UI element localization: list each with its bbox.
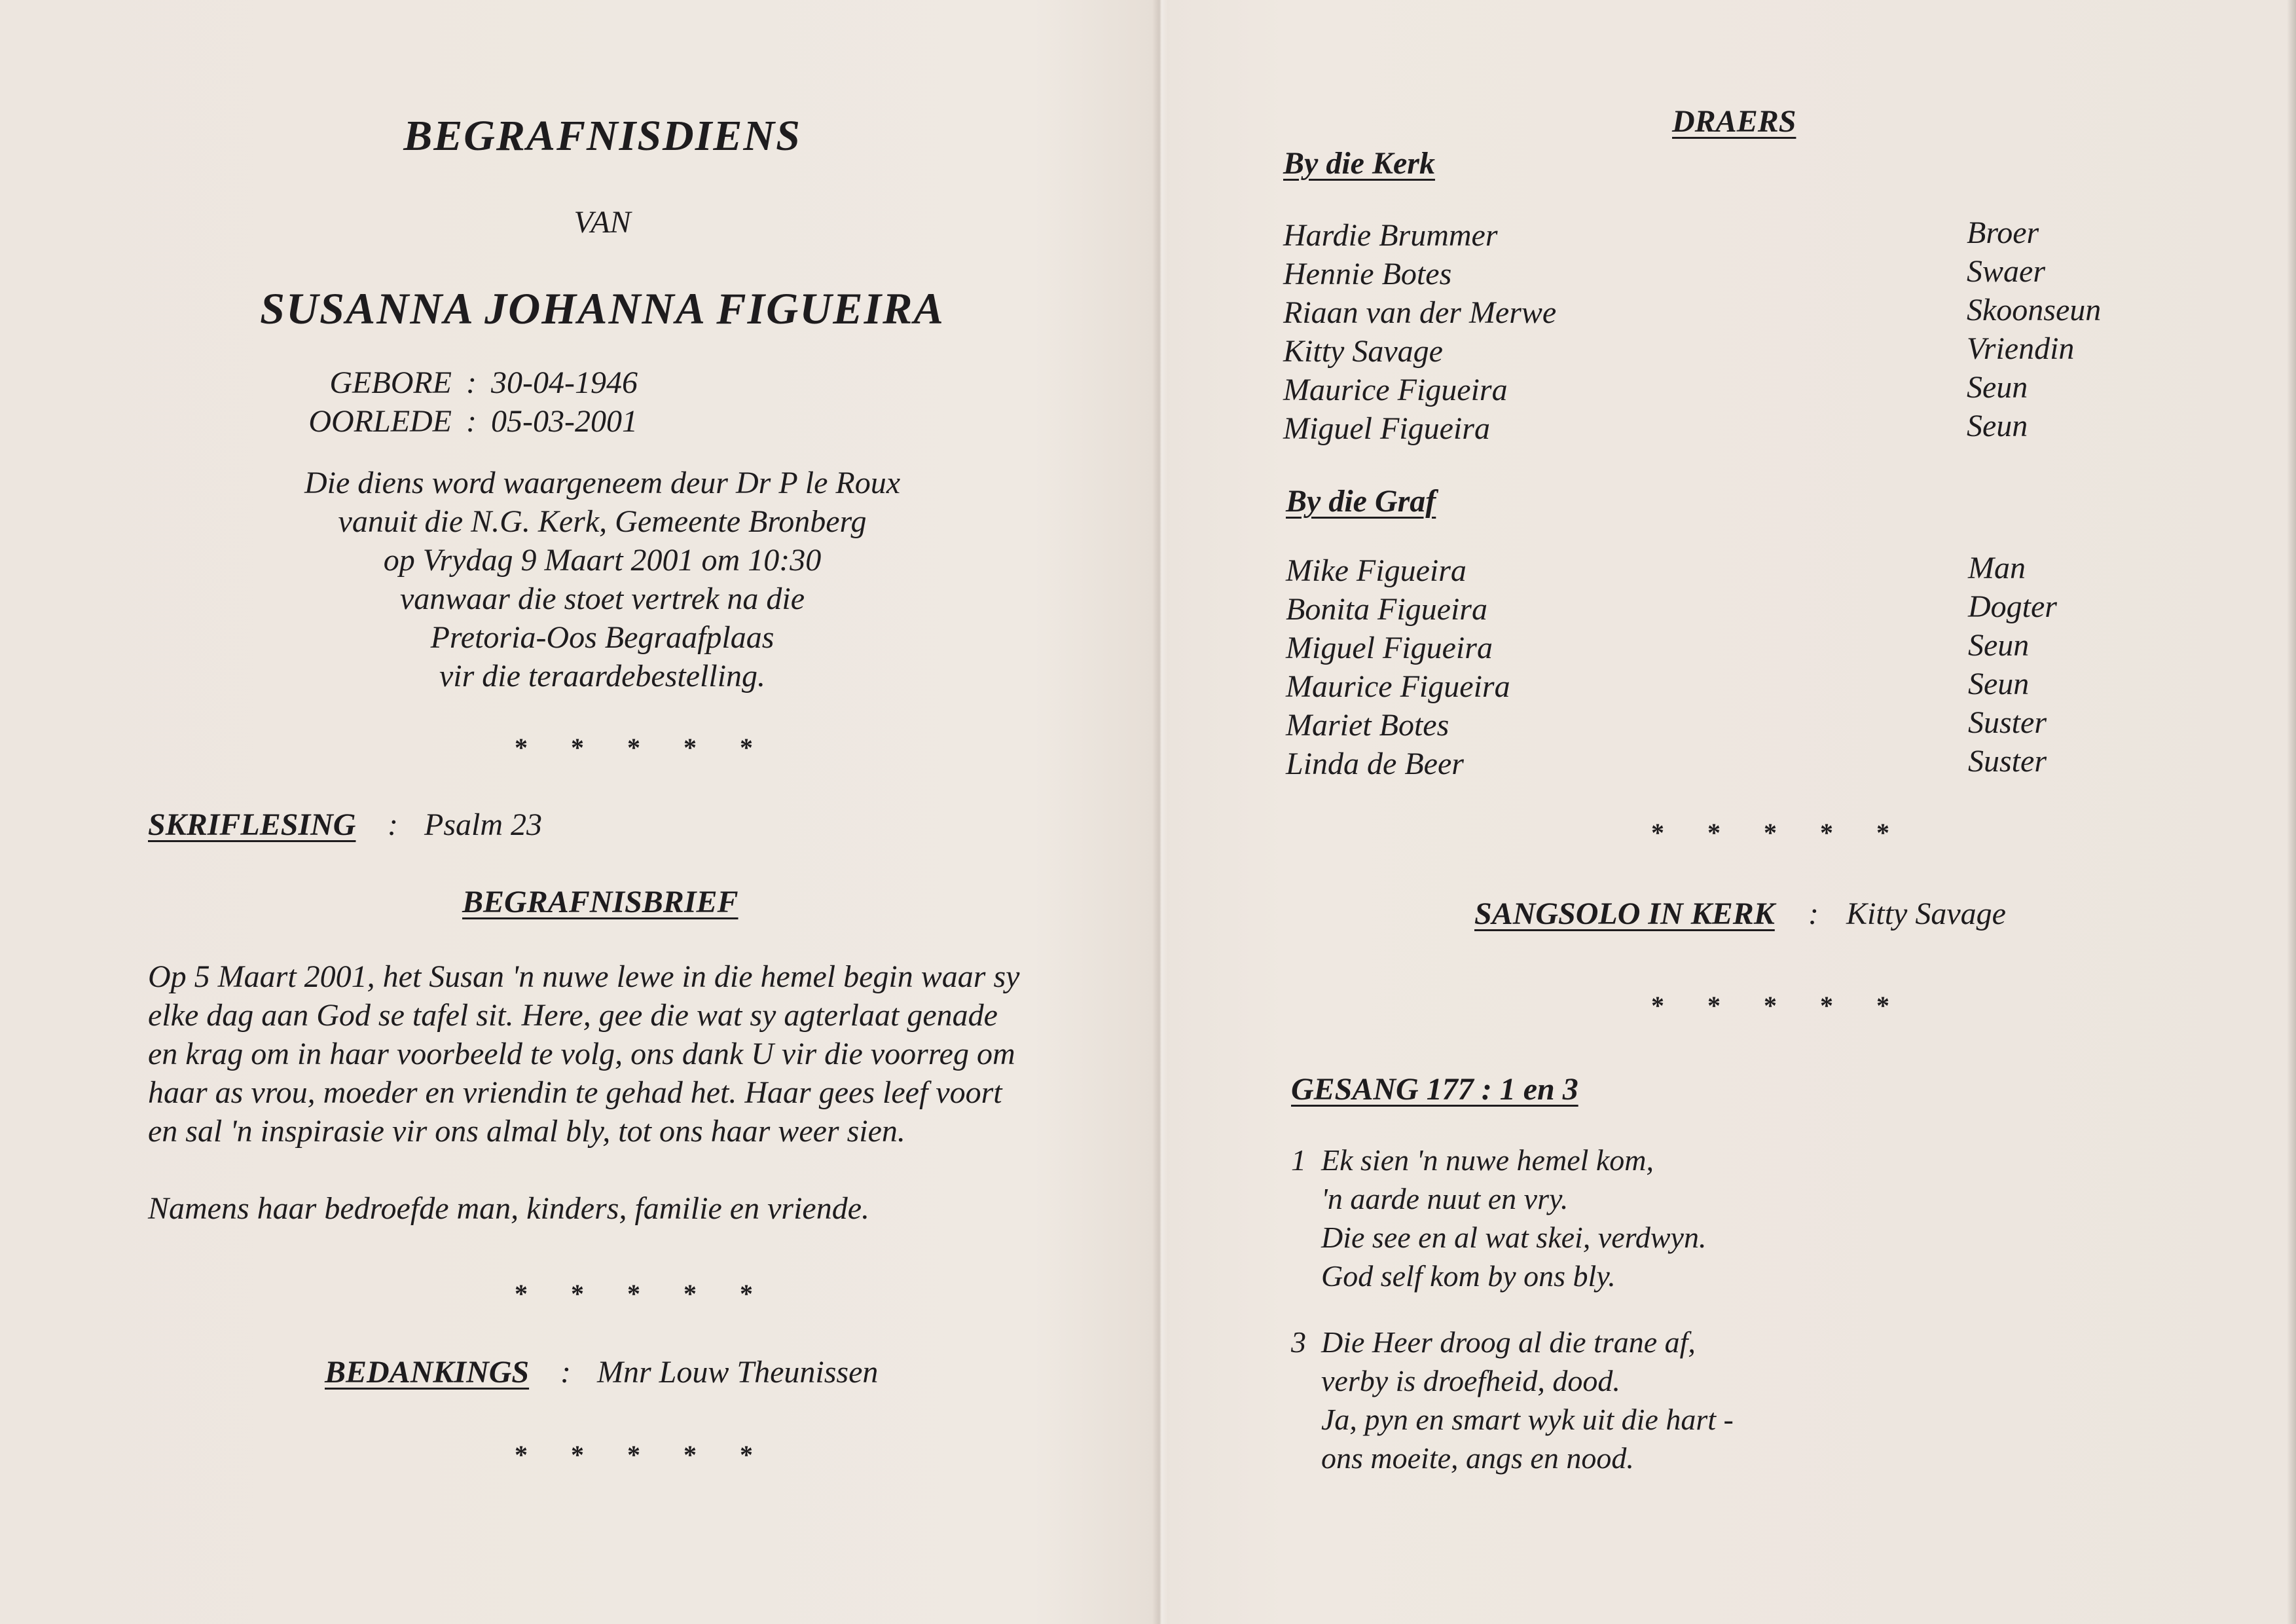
star-divider: * * * * *: [1651, 818, 1908, 847]
star-divider: * * * * *: [515, 1279, 771, 1308]
draers-heading: DRAERS: [1672, 104, 1796, 139]
begrafnisbrief-text: [148, 957, 1104, 1151]
star-divider: * * * * *: [1651, 991, 1908, 1020]
skriflesing-value: Psalm 23: [424, 807, 542, 842]
center-fold: [1152, 0, 1168, 1624]
verse-number: 3: [1291, 1325, 1306, 1359]
kerk-names: [1283, 216, 1556, 448]
verse-line: 'n aarde nuut en vry.: [1321, 1182, 1569, 1215]
born-separator: :: [466, 365, 477, 400]
van-label: VAN: [574, 205, 631, 240]
begrafnisbrief-heading: BEGRAFNISBRIEF: [462, 885, 738, 919]
service-line: vanuit die N.G. Kerk, Gemeente Bronberg: [338, 504, 867, 539]
service-line: Pretoria-Oos Begraafplaas: [430, 620, 774, 655]
died-date-row: [288, 403, 638, 439]
verse-line: Die Heer droog al die trane af,: [1321, 1325, 1696, 1359]
pallbearer-name: Bonita Figueira: [1286, 592, 1487, 627]
pallbearer-name: Linda de Beer: [1286, 747, 1464, 781]
pallbearer-name: Miguel Figueira: [1283, 411, 1490, 446]
letter-closing: Namens haar bedroefde man, kinders, familie en vriende.: [148, 1191, 870, 1226]
pallbearer-name: Hardie Brummer: [1283, 218, 1498, 253]
by-die-graf-heading: By die Graf: [1286, 484, 1436, 519]
gesang-heading: GESANG 177 : 1 en 3: [1291, 1072, 1578, 1107]
pallbearer-relation: Suster: [1968, 705, 2047, 740]
pallbearer-relation: Broer: [1967, 215, 2039, 250]
born-date-row: [288, 365, 638, 401]
star-divider: * * * * *: [515, 733, 771, 762]
skriflesing-separator: :: [388, 807, 398, 842]
pallbearer-name: Maurice Figueira: [1286, 669, 1510, 704]
page-edge: [2287, 0, 2296, 1624]
pallbearer-relation: Skoonseun: [1967, 293, 2102, 327]
pallbearer-relation: Dogter: [1968, 589, 2057, 624]
pallbearer-relation: Seun: [1968, 667, 2030, 701]
sangsolo-value: Kitty Savage: [1846, 896, 2006, 931]
born-value: 30-04-1946: [491, 365, 638, 400]
pallbearer-name: Mike Figueira: [1286, 553, 1467, 588]
bedankings-separator: :: [560, 1355, 571, 1390]
verse-line: Ek sien 'n nuwe hemel kom,: [1321, 1143, 1654, 1177]
pallbearer-relation: Seun: [1968, 628, 2030, 663]
verse-line: Die see en al wat skei, verdwyn.: [1321, 1221, 1707, 1254]
pallbearer-relation: Man: [1968, 551, 2026, 585]
by-die-kerk-heading: By die Kerk: [1283, 146, 1435, 181]
letter-line: Op 5 Maart 2001, het Susan 'n nuwe lewe in die hemel begin waar sy: [148, 959, 1020, 994]
pallbearer-relation: Suster: [1968, 744, 2047, 779]
letter-line: elke dag aan God se tafel sit. Here, gee die wat sy agterlaat genade: [148, 998, 998, 1033]
letter-line: en sal 'n inspirasie vir ons almal bly, tot ons haar weer sien.: [148, 1114, 905, 1149]
letter-line: haar as vrou, moeder en vriendin te gehad het. Haar gees leef voort: [148, 1075, 1002, 1110]
bedankings-label: BEDANKINGS: [325, 1355, 530, 1390]
verse-line: Ja, pyn en smart wyk uit die hart -: [1321, 1403, 1734, 1436]
verse-number: 1: [1291, 1143, 1306, 1177]
pallbearer-relation: Seun: [1967, 370, 2028, 405]
skriflesing-label: SKRIFLESING: [148, 807, 356, 842]
pallbearer-name: Maurice Figueira: [1283, 373, 1508, 407]
deceased-name: SUSANNA JOHANNA FIGUEIRA: [260, 284, 945, 333]
pallbearer-relation: Seun: [1967, 409, 2028, 443]
verse-line: God self kom by ons bly.: [1321, 1259, 1616, 1293]
star-divider: * * * * *: [515, 1440, 771, 1469]
sangsolo-separator: :: [1808, 896, 1819, 931]
graf-relations: [1968, 549, 2057, 781]
service-details: [0, 464, 1205, 695]
died-label: OORLEDE: [308, 404, 452, 439]
graf-names: [1286, 551, 1510, 783]
pallbearer-relation: Vriendin: [1967, 331, 2075, 366]
pallbearer-name: Hennie Botes: [1283, 257, 1452, 291]
pallbearer-relation: Swaer: [1967, 254, 2045, 289]
born-label: GEBORE: [329, 365, 452, 400]
letter-line: en krag om in haar voorbeeld te volg, ons dank U vir die voorreg om: [148, 1037, 1015, 1071]
service-line: Die diens word waargeneem deur Dr P le Roux: [304, 466, 901, 500]
sangsolo-label: SANGSOLO IN KERK: [1474, 896, 1775, 931]
pallbearer-name: Kitty Savage: [1283, 334, 1443, 369]
verse-line: ons moeite, angs en nood.: [1321, 1441, 1634, 1475]
pallbearer-name: Mariet Botes: [1286, 708, 1449, 743]
program-title: BEGRAFNISDIENS: [403, 112, 801, 160]
pallbearer-name: Riaan van der Merwe: [1283, 295, 1557, 330]
service-line: vir die teraardebestelling.: [439, 659, 766, 693]
bedankings-value: Mnr Louw Theunissen: [597, 1355, 879, 1390]
hymn-verse-3: [1291, 1323, 1734, 1477]
service-line: vanwaar die stoet vertrek na die: [399, 581, 805, 616]
service-line: op Vrydag 9 Maart 2001 om 10:30: [383, 543, 822, 578]
died-value: 05-03-2001: [491, 404, 638, 439]
verse-line: verby is droefheid, dood.: [1321, 1364, 1620, 1397]
kerk-relations: [1967, 213, 2101, 445]
hymn-verse-1: [1291, 1141, 1706, 1295]
pallbearer-name: Miguel Figueira: [1286, 631, 1493, 665]
died-separator: :: [466, 404, 477, 439]
